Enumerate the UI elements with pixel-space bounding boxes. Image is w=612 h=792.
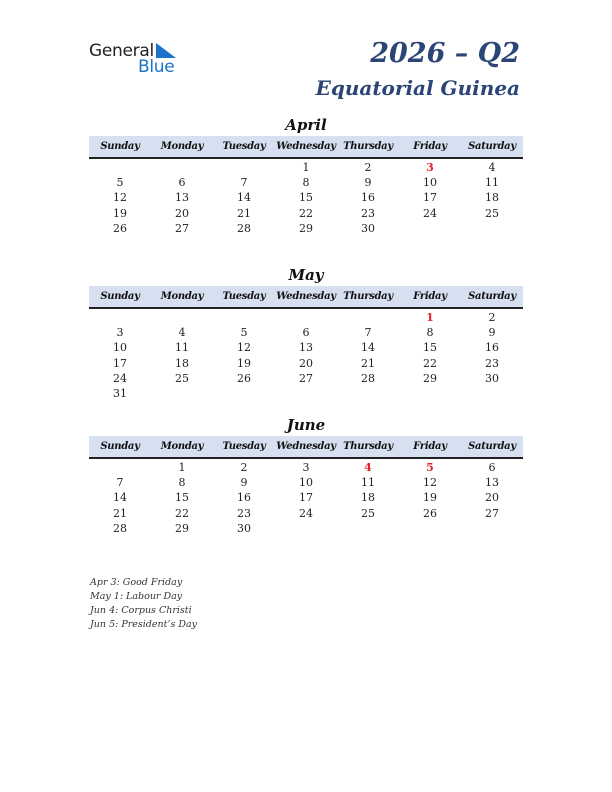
weekday-label: Tuesday xyxy=(222,291,266,302)
weekday-label: Tuesday xyxy=(222,441,266,452)
month-title: May xyxy=(288,266,324,284)
holiday-item: Apr 3: Good Friday xyxy=(90,577,183,588)
logo-word-blue: Blue xyxy=(138,57,175,77)
weekday-label: Monday xyxy=(160,141,204,152)
empty-cell xyxy=(89,460,151,475)
date-cell: 27 xyxy=(175,221,189,235)
empty-cell xyxy=(275,310,337,325)
date-cell: 23 xyxy=(237,506,251,520)
week-row xyxy=(89,490,523,505)
month-may xyxy=(89,266,523,401)
weekday-label: Monday xyxy=(160,291,204,302)
week-row xyxy=(89,386,523,401)
date-cell: 10 xyxy=(113,341,127,355)
empty-cell xyxy=(399,386,461,401)
holiday-date-cell: 3 xyxy=(426,161,434,174)
date-cell: 10 xyxy=(299,476,313,490)
date-cell: 21 xyxy=(237,206,251,220)
empty-cell xyxy=(151,160,213,175)
weekday-label: Saturday xyxy=(468,141,516,152)
date-cell: 16 xyxy=(361,191,375,205)
date-cell: 29 xyxy=(299,221,313,235)
date-cell: 18 xyxy=(175,356,189,370)
weekday-header xyxy=(89,436,523,459)
empty-cell xyxy=(461,521,523,536)
weekday-label: Sunday xyxy=(100,141,140,152)
date-cell: 22 xyxy=(299,206,313,220)
weekday-label: Friday xyxy=(413,141,447,152)
weekday-label: Sunday xyxy=(100,441,140,452)
date-cell: 5 xyxy=(116,176,124,190)
date-cell: 1 xyxy=(178,461,186,474)
week-row xyxy=(89,506,523,521)
date-cell: 9 xyxy=(488,326,496,340)
week-row xyxy=(89,175,523,190)
holiday-date-cell: 1 xyxy=(426,311,434,324)
empty-cell xyxy=(151,310,213,325)
week-row xyxy=(89,325,523,340)
holiday-item: Jun 5: President’s Day xyxy=(90,619,198,630)
date-cell: 31 xyxy=(113,386,127,400)
weekday-label: Monday xyxy=(160,441,204,452)
date-cell: 22 xyxy=(175,506,189,520)
date-cell: 25 xyxy=(485,206,499,220)
holiday-item: Jun 4: Corpus Christi xyxy=(90,605,192,616)
date-cell: 22 xyxy=(423,356,437,370)
date-cell: 13 xyxy=(175,191,189,205)
week-row xyxy=(89,206,523,221)
date-cell: 26 xyxy=(113,221,127,235)
week-row xyxy=(89,340,523,355)
weekday-label: Thursday xyxy=(343,291,393,302)
weekday-label: Wednesday xyxy=(276,141,336,152)
week-row xyxy=(89,475,523,490)
date-cell: 3 xyxy=(302,461,310,474)
date-cell: 9 xyxy=(364,176,372,190)
date-cell: 1 xyxy=(302,161,310,174)
month-june xyxy=(89,416,523,536)
weekday-label: Friday xyxy=(413,441,447,452)
country-name: Equatorial Guinea xyxy=(315,76,520,100)
date-cell: 28 xyxy=(237,221,251,235)
empty-cell xyxy=(461,221,523,236)
week-row xyxy=(89,356,523,371)
date-cell: 21 xyxy=(113,506,127,520)
week-row xyxy=(89,521,523,536)
date-cell: 27 xyxy=(299,371,313,385)
week-row xyxy=(89,190,523,205)
date-cell: 4 xyxy=(488,161,496,174)
date-cell: 15 xyxy=(299,191,313,205)
month-title: June xyxy=(286,416,326,434)
date-cell: 14 xyxy=(361,341,375,355)
week-row xyxy=(89,310,523,325)
date-cell: 10 xyxy=(423,176,437,190)
date-cell: 17 xyxy=(113,356,127,370)
holiday-date-cell: 4 xyxy=(364,461,372,474)
date-cell: 14 xyxy=(113,491,127,505)
date-cell: 11 xyxy=(361,476,375,490)
date-cell: 6 xyxy=(302,326,310,340)
weekday-header xyxy=(89,286,523,309)
empty-cell xyxy=(337,521,399,536)
date-cell: 23 xyxy=(361,206,375,220)
weekday-label: Friday xyxy=(413,291,447,302)
date-cell: 30 xyxy=(485,371,499,385)
date-cell: 17 xyxy=(299,491,313,505)
date-cell: 2 xyxy=(488,311,496,324)
date-cell: 11 xyxy=(485,176,499,190)
date-cell: 5 xyxy=(240,326,248,340)
empty-cell xyxy=(275,521,337,536)
empty-cell xyxy=(337,310,399,325)
date-cell: 16 xyxy=(237,491,251,505)
date-cell: 8 xyxy=(178,476,186,490)
empty-cell xyxy=(151,386,213,401)
month-weeks xyxy=(89,159,523,236)
logo-word-general: General xyxy=(89,41,154,61)
date-cell: 6 xyxy=(488,461,496,474)
month-title: April xyxy=(285,116,327,134)
empty-cell xyxy=(461,386,523,401)
week-row xyxy=(89,160,523,175)
date-cell: 18 xyxy=(485,191,499,205)
date-cell: 20 xyxy=(175,206,189,220)
date-cell: 20 xyxy=(299,356,313,370)
date-cell: 25 xyxy=(175,371,189,385)
date-cell: 7 xyxy=(364,326,372,340)
date-cell: 24 xyxy=(423,206,437,220)
weekday-header xyxy=(89,136,523,159)
holiday-list xyxy=(90,576,197,632)
empty-cell xyxy=(337,386,399,401)
date-cell: 25 xyxy=(361,506,375,520)
month-weeks xyxy=(89,459,523,536)
date-cell: 18 xyxy=(361,491,375,505)
date-cell: 8 xyxy=(302,176,310,190)
logo-triangle-icon xyxy=(156,43,176,58)
empty-cell xyxy=(89,310,151,325)
date-cell: 7 xyxy=(116,476,124,490)
date-cell: 26 xyxy=(237,371,251,385)
weekday-label: Wednesday xyxy=(276,441,336,452)
date-cell: 19 xyxy=(423,491,437,505)
empty-cell xyxy=(399,521,461,536)
weekday-label: Thursday xyxy=(343,441,393,452)
date-cell: 26 xyxy=(423,506,437,520)
date-cell: 12 xyxy=(113,191,127,205)
date-cell: 16 xyxy=(485,341,499,355)
date-cell: 23 xyxy=(485,356,499,370)
date-cell: 12 xyxy=(423,476,437,490)
weekday-label: Sunday xyxy=(100,291,140,302)
date-cell: 12 xyxy=(237,341,251,355)
empty-cell xyxy=(213,386,275,401)
date-cell: 7 xyxy=(240,176,248,190)
empty-cell xyxy=(89,160,151,175)
week-row xyxy=(89,221,523,236)
empty-cell xyxy=(275,386,337,401)
date-cell: 28 xyxy=(361,371,375,385)
date-cell: 15 xyxy=(423,341,437,355)
date-cell: 24 xyxy=(299,506,313,520)
date-cell: 27 xyxy=(485,506,499,520)
date-cell: 4 xyxy=(178,326,186,340)
week-row xyxy=(89,371,523,386)
month-april xyxy=(89,116,523,236)
date-cell: 29 xyxy=(175,521,189,535)
month-weeks xyxy=(89,309,523,401)
date-cell: 17 xyxy=(423,191,437,205)
date-cell: 30 xyxy=(237,521,251,535)
empty-cell xyxy=(399,221,461,236)
date-cell: 15 xyxy=(175,491,189,505)
week-row xyxy=(89,460,523,475)
weekday-label: Tuesday xyxy=(222,141,266,152)
holiday-item: May 1: Labour Day xyxy=(90,591,183,602)
date-cell: 24 xyxy=(113,371,127,385)
date-cell: 8 xyxy=(426,326,434,340)
date-cell: 29 xyxy=(423,371,437,385)
date-cell: 20 xyxy=(485,491,499,505)
holiday-date-cell: 5 xyxy=(426,461,434,474)
date-cell: 19 xyxy=(237,356,251,370)
date-cell: 3 xyxy=(116,326,124,340)
empty-cell xyxy=(213,160,275,175)
date-cell: 30 xyxy=(361,221,375,235)
empty-cell xyxy=(213,310,275,325)
date-cell: 21 xyxy=(361,356,375,370)
page-title: 2026 – Q2 xyxy=(370,38,520,69)
date-cell: 2 xyxy=(364,161,372,174)
logo xyxy=(89,41,189,77)
date-cell: 2 xyxy=(240,461,248,474)
date-cell: 13 xyxy=(485,476,499,490)
date-cell: 19 xyxy=(113,206,127,220)
date-cell: 13 xyxy=(299,341,313,355)
date-cell: 9 xyxy=(240,476,248,490)
weekday-label: Saturday xyxy=(468,291,516,302)
weekday-label: Thursday xyxy=(343,141,393,152)
date-cell: 6 xyxy=(178,176,186,190)
date-cell: 28 xyxy=(113,521,127,535)
weekday-label: Wednesday xyxy=(276,291,336,302)
weekday-label: Saturday xyxy=(468,441,516,452)
date-cell: 14 xyxy=(237,191,251,205)
date-cell: 11 xyxy=(175,341,189,355)
